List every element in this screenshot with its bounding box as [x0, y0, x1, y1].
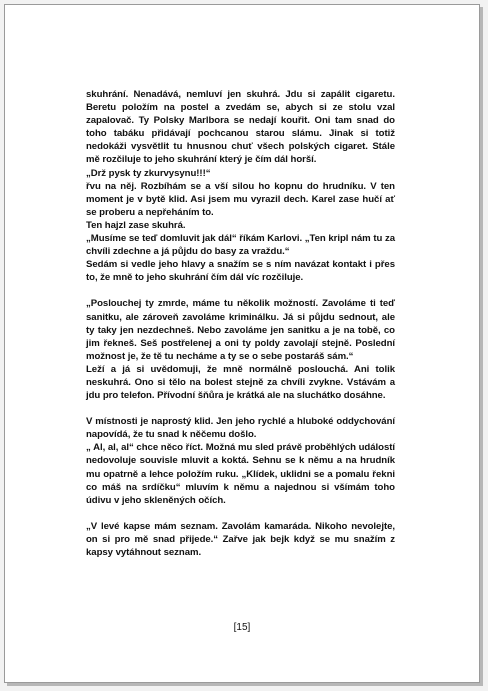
paragraph-3: řvu na něj. Rozbíhám se a vší silou ho kopnu do hrudníku. V ten moment je v bytě klid. Asi jsem mu vyrazil dech. Karel zase hučí ať se proberu a nepřeháním to.: [86, 180, 395, 218]
page-body-text: [86, 88, 395, 559]
paragraph-2: „Drž pysk ty zkurvysynu!!!“: [86, 167, 211, 179]
paragraph-6: Sedám si vedle jeho hlavy a snažím se s ním navázat kontakt i přes to, že mně to jeho skuhrání čím dál víc rozčiluje.: [86, 259, 395, 284]
paragraph-4: Ten hajzl zase skuhrá.: [86, 219, 186, 231]
paragraph-10: „ Al, al, al“ chce něco říct. Možná mu sled právě proběhlých událostí nedovoluje souvisle mluvit a koktá. Sehnu se k němu a na hrudník mu opatrně a lehce položím ruku. „Klídek, uklidni se a pomalu řekni co máš na srdíčku“ mluvím k němu a najednou si všímám toho údivu v jeho skleněných očích.: [86, 442, 395, 506]
paragraph-5: „Musíme se teď domluvit jak dál“ říkám Karlovi. „Ten kripl nám tu za chvíli zdechne a já půjdu do basy za vraždu.“: [86, 233, 395, 258]
paragraph-8: Leží a já si uvědomuji, že mně normálně poslouchá. Ani tolik neskuhrá. Ono si tělo na bolest stejně za chvíli zvykne. Vstávám a jdu pro telefon. Přívodní šňůra je krátká ale na sluchátko dosáhne.: [86, 363, 395, 402]
paragraph-7: „Poslouchej ty zmrde, máme tu několik možností. Zavoláme ti teď sanitku, ale zároveň zavoláme kriminálku. Já si půjdu sednout, ale ty taky jen nezdechneš. Nebo zavoláme jen sanitku a je na tobě, co jim řekneš. Seš postřelenej a oni ty poldy zavolají stejně. Poslední možnost je, že tě tu necháme a ty se o sebe postaráš sám.“: [86, 298, 395, 362]
paragraph-9: V místnosti je naprostý klid. Jen jeho rychlé a hluboké oddychování napovídá, že tu snad k něčemu došlo.: [86, 416, 395, 441]
paragraph-11: „V levé kapse mám seznam. Zavolám kamaráda. Nikoho nevolejte, on si pro mě snad přijede.“ Zařve jak bejk když se mu snažím z kapsy vytáhnout seznam.: [86, 520, 395, 558]
paragraph-1: skuhrání. Nenadává, nemluví jen skuhrá. Jdu si zapálit cigaretu. Beretu položím na postel a zvedám se, abych si ze stolu vzal zapalovač. Ty Polsky Marlbora se nedají kouřit. Oni tam snad do toho tabáku přidávají pochcanou starou slámu. Jinak si totiž nedokáži vysvětlit tu hnusnou chuť všech polských cigaret. Stále mě rozčiluje to jeho skuhrání který je čím dál horší.: [86, 89, 395, 166]
paragraph-gap: [86, 402, 395, 415]
paragraph-gap: [86, 507, 395, 520]
document-page: [4, 4, 480, 683]
page-number: [15]: [233, 622, 251, 633]
paragraph-gap: [86, 284, 395, 297]
